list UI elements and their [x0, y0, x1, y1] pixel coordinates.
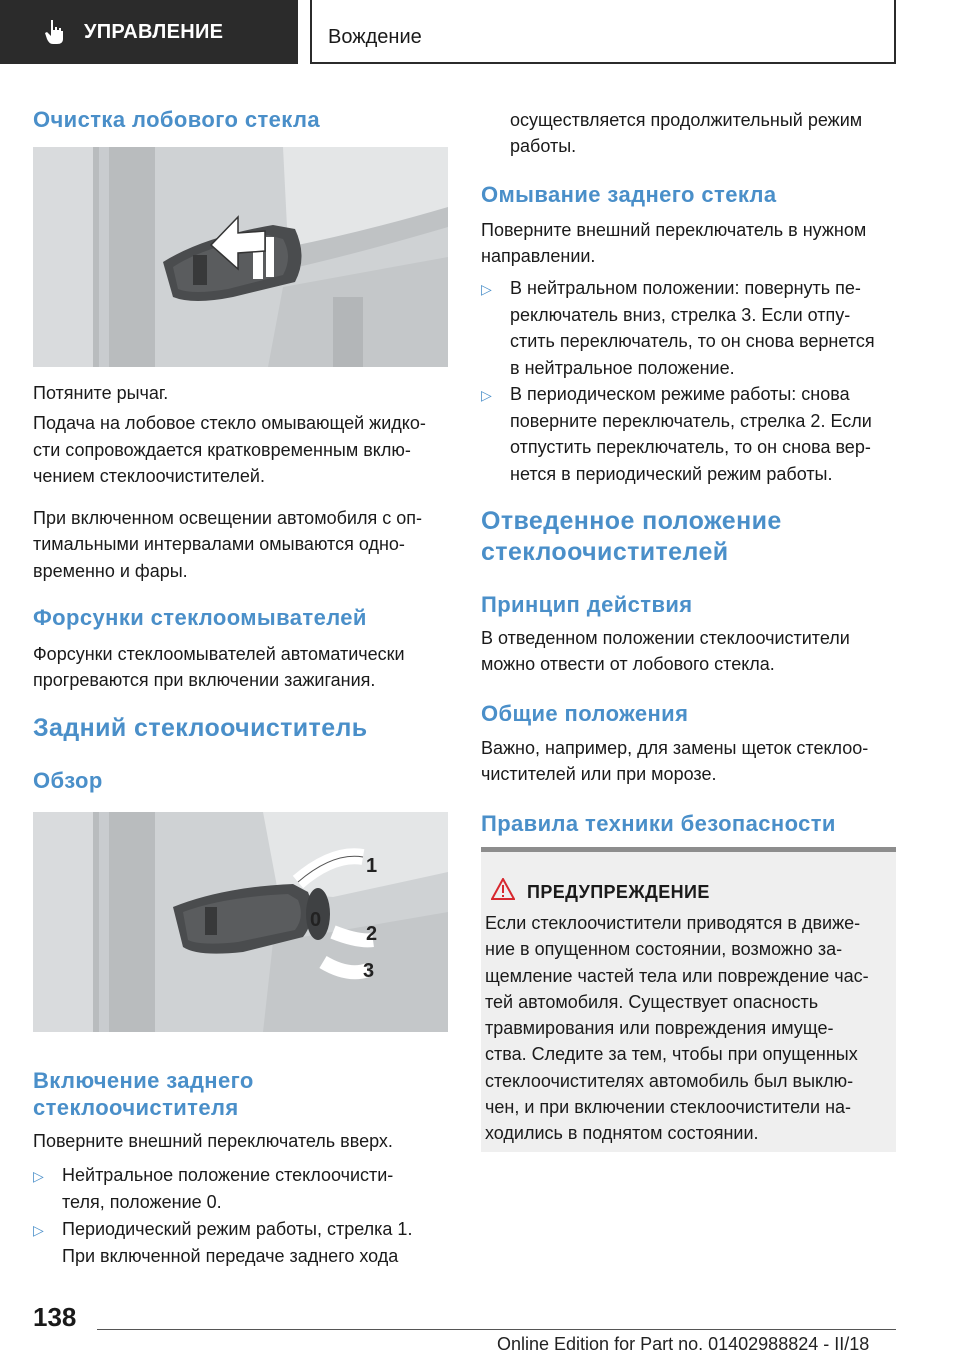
text-pull-lever: Потяните рычаг.	[33, 383, 169, 403]
chapter-title: УПРАВЛЕНИЕ	[84, 20, 224, 43]
text-general-line-1: Важно, например, для замены щеток стеклоо-	[481, 738, 869, 758]
list-item-interval-wash: ▷ В периодическом режиме работы: снова поверните переключатель, стрелка 2. Если отпустить переключатель, то он снова вер- нется в периодический режим работы.	[481, 384, 872, 484]
heading-enable-rear-line-2: стеклоочистителя	[33, 1095, 239, 1120]
wiper-lever-illustration	[33, 147, 448, 367]
triangle-bullet-icon: ▷	[481, 281, 492, 297]
warning-triangle-icon	[491, 878, 515, 900]
triangle-bullet-icon: ▷	[33, 1168, 44, 1184]
figure-label-1: 1	[366, 855, 378, 877]
wiper-lever-pull-photo	[33, 147, 448, 367]
list-item-neutral-wash: ▷ В нейтральном положении: повернуть пе- реключатель вниз, стрелка 3. Если отпу- стить переключатель, то он снова вернется в нейтральное положение.	[481, 278, 875, 378]
warning-text: Если стеклоочистители приводятся в движе- ние в опущенном состоянии, возможно за- щемление частей тела или повреждение час- тей автомобиля. Существует опасность травмирования или повреждения имуще- ства. Следите за тем, чтобы при опущенных стеклоочистителях автомобиль был выклю- чен, и при включении стеклоочистители на- ходились в поднятом состоянии.	[485, 913, 869, 1144]
triangle-bullet-icon: ▷	[33, 1222, 44, 1238]
triangle-bullet-icon: ▷	[481, 387, 492, 403]
chapter-tab[interactable]	[0, 0, 298, 64]
figure-label-3: 3	[363, 960, 375, 982]
list-item-neutral: ▷ Нейтральное положение стеклоочисти- теля, положение 0.	[33, 1165, 394, 1212]
figure-label-2: 2	[366, 923, 378, 945]
hand-pointer-icon	[44, 19, 66, 45]
text-rear-wash-line-1: Поверните внешний переключатель в нужном	[481, 220, 867, 240]
text-supply-line-2: сти сопровождается кратковременным вклю-	[33, 440, 411, 460]
text-rear-wash-line-2: направлении.	[481, 246, 596, 266]
heading-windshield-cleaning: Очистка лобового стекла	[33, 107, 320, 132]
section-title: Вождение	[328, 26, 422, 48]
warning-box	[481, 847, 896, 1152]
text-supply-line-3: чением стеклоочистителей.	[33, 466, 265, 486]
list-item-interval: ▷ Периодический режим работы, стрелка 1. При включенной передаче заднего хода	[33, 1219, 413, 1266]
text-lights-line-2: тимальными интервалами омываются одно-	[33, 534, 405, 554]
figure-label-0: 0	[310, 909, 322, 931]
rear-wiper-illustration	[33, 812, 448, 1032]
heading-general: Общие положения	[481, 701, 689, 726]
heading-safety: Правила техники безопасности	[481, 811, 836, 836]
text-general-line-2: чистителей или при морозе.	[481, 764, 717, 784]
rear-wiper-lever-photo	[33, 812, 448, 1032]
text-continuation-line-2: работы.	[510, 136, 577, 156]
text-supply-line-1: Подача на лобовое стекло омывающей жидко-	[33, 413, 426, 433]
text-principle-line-1: В отведенном положении стеклоочистители	[481, 628, 850, 648]
text-principle-line-2: можно отвести от лобового стекла.	[481, 654, 775, 674]
heading-overview: Обзор	[33, 768, 103, 793]
text-turn-switch-up: Поверните внешний переключатель вверх.	[33, 1131, 393, 1151]
section-header	[310, 0, 896, 64]
page-number: 138	[33, 1302, 77, 1332]
heading-rear-wash: Омывание заднего стекла	[481, 182, 777, 207]
text-nozzles-line-2: прогреваются при включении зажигания.	[33, 670, 376, 690]
heading-enable-rear-line-1: Включение заднего	[33, 1068, 254, 1093]
heading-washer-nozzles: Форсунки стеклоомывателей	[33, 605, 367, 630]
text-continuation-line-1: осуществляется продолжительный режим	[510, 110, 863, 130]
warning-title: ПРЕДУПРЕЖДЕНИЕ	[527, 882, 710, 902]
text-nozzles-line-1: Форсунки стеклоомывателей автоматически	[33, 644, 405, 664]
heading-folded-position-line-1: Отведенное положение	[481, 507, 782, 535]
text-lights-line-1: При включенном освещении автомобиля с оп-	[33, 508, 422, 528]
text-lights-line-3: временно и фары.	[33, 561, 188, 581]
heading-principle: Принцип действия	[481, 592, 693, 617]
footer-edition: Online Edition for Part no. 01402988824 - II/18	[497, 1334, 870, 1354]
heading-rear-wiper: Задний стеклоочиститель	[33, 714, 368, 742]
heading-folded-position-line-2: стеклоочистителей	[481, 538, 729, 566]
footer-divider	[97, 1329, 896, 1330]
